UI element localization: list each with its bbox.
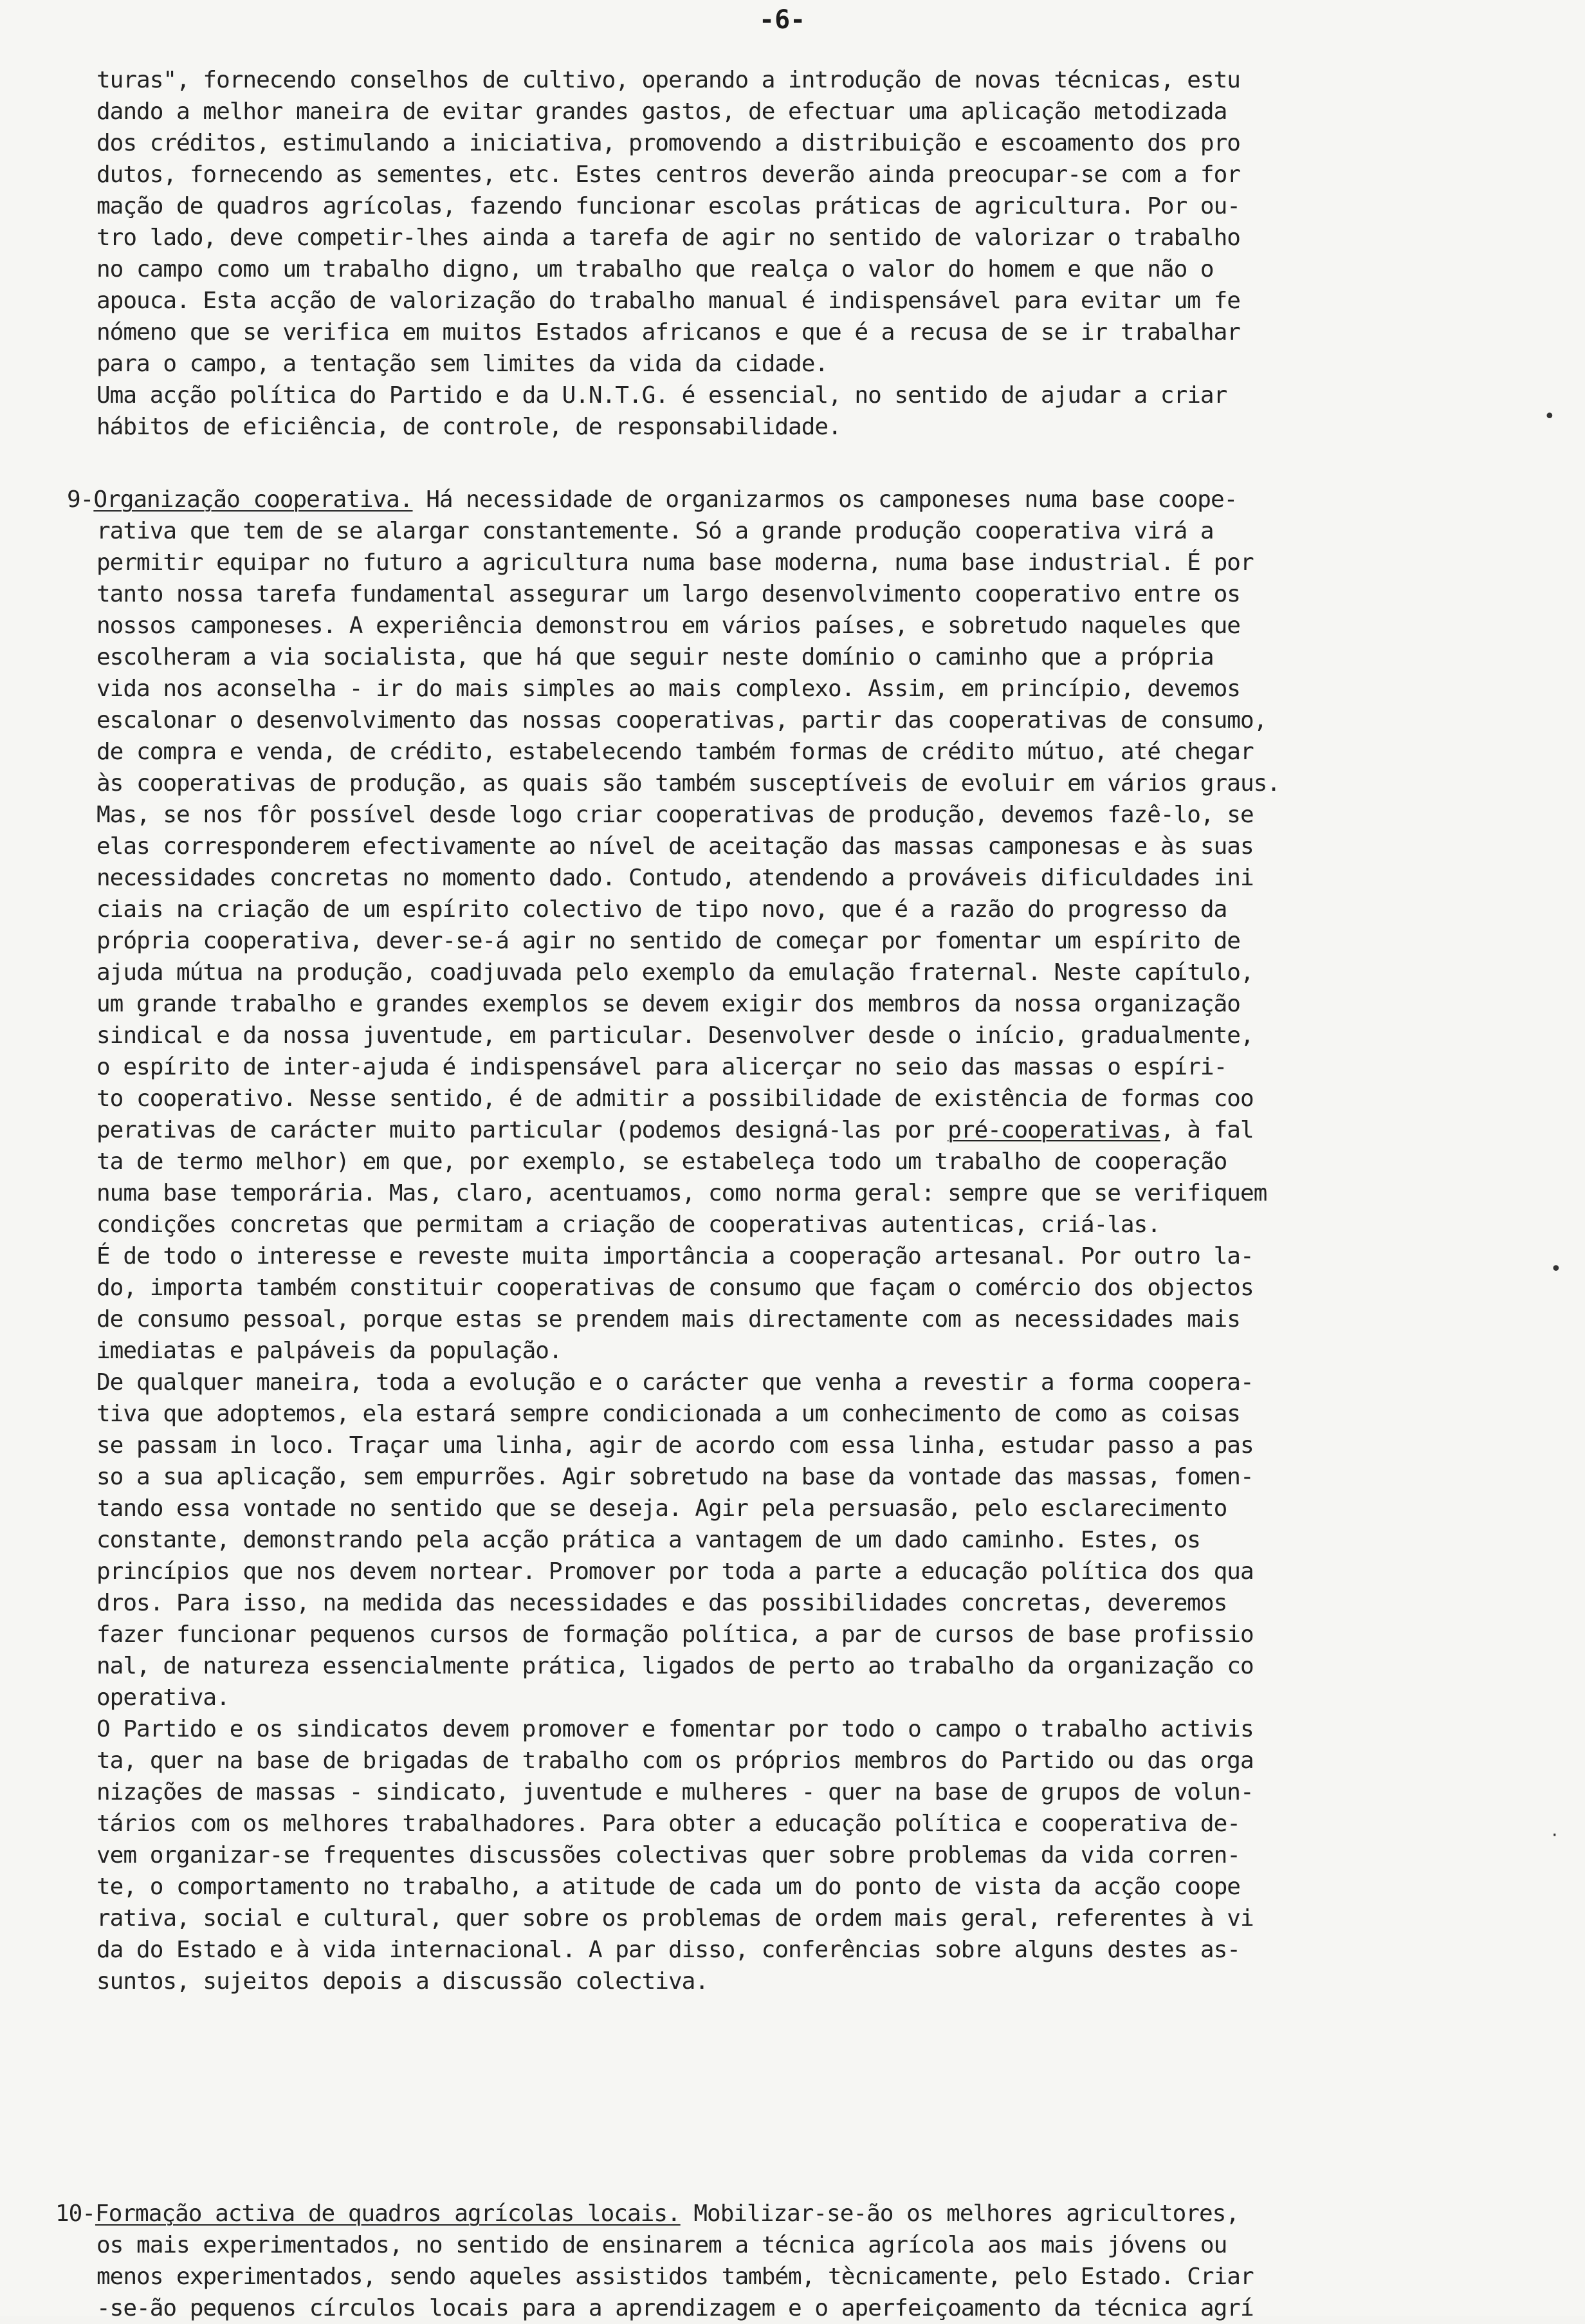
text-line: no campo como um trabalho digno, um trabalho que realça o valor do homem e que não o [96, 256, 1214, 282]
text-line: o espírito de inter-ajuda é indispensável para alicerçar no seio das massas o espíri- [96, 1054, 1227, 1080]
text-line: os mais experimentados, no sentido de ensinarem a técnica agrícola aos mais jóvens ou [96, 2232, 1227, 2258]
section-number: 9- [67, 486, 94, 513]
text-line: ajuda mútua na produção, coadjuvada pelo exemplo da emulação fraternal. Neste capítulo, [96, 959, 1254, 986]
section-9 [67, 484, 1460, 1997]
text-line: necessidades concretas no momento dado. Contudo, atendendo a prováveis dificuldades ini [96, 865, 1254, 891]
text-line: Mobilizar-se-ão os melhores agricultores, [680, 2200, 1239, 2227]
text-line: escalonar o desenvolvimento das nossas cooperativas, partir das cooperativas de consumo, [96, 707, 1267, 733]
text-line: às cooperativas de produção, as quais são também susceptíveis de evoluir em vários graus. [96, 770, 1280, 797]
text-line: permitir equipar no futuro a agricultura numa base moderna, numa base industrial. É por [96, 549, 1254, 576]
text-line: tários com os melhores trabalhadores. Para obter a educação política e cooperativa de- [96, 1811, 1240, 1837]
section-heading: Organização cooperativa. [93, 486, 413, 513]
text-line: se passam in loco. Traçar uma linha, agir de acordo com essa linha, estudar passo a pas [96, 1432, 1254, 1459]
section-10 [55, 2198, 1460, 2324]
text-line: condições concretas que permitam a criação de cooperativas autenticas, criá-las. [96, 1212, 1160, 1238]
section-heading: Formação activa de quadros agrícolas locais. [95, 2200, 681, 2227]
text-line: hábitos de eficiência, de controle, de responsabilidade. [96, 414, 841, 440]
text-line: rativa que tem de se alargar constantemente. Só a grande produção cooperativa virá a [96, 518, 1214, 544]
text-line: para o campo, a tentação sem limites da vida da cidade. [96, 351, 829, 377]
text-line: Há necessidade de organizarmos os camponeses numa base coope- [412, 486, 1238, 513]
text-line: ciais na criação de um espírito colectivo de tipo novo, que é a razão do progresso da [96, 896, 1227, 923]
text-line: nossos camponeses. A experiência demonstrou em vários países, e sobretudo naqueles que [96, 613, 1240, 639]
text-line: apouca. Esta acção de valorização do trabalho manual é indispensável para evitar um fe [96, 288, 1240, 314]
text-line: operativa. [96, 1684, 230, 1711]
text-line: do, importa também constituir cooperativas de consumo que façam o comércio dos objectos [96, 1275, 1254, 1301]
text-line: sindical e da nossa juventude, em particular. Desenvolver desde o início, gradualmente, [96, 1022, 1254, 1049]
page-number: -6- [759, 5, 806, 35]
underlined-term: pré-cooperativas [948, 1117, 1160, 1143]
text-line: nizações de massas - sindicato, juventude e mulheres - quer na base de grupos de volun- [96, 1779, 1254, 1805]
margin-mark: · [1552, 1824, 1558, 1847]
text-line: princípios que nos devem nortear. Promover por toda a parte a educação política dos qua [96, 1558, 1254, 1585]
text-line: so a sua aplicação, sem empurrões. Agir sobretudo na base da vontade das massas, fomen- [96, 1464, 1254, 1490]
text-line: tiva que adoptemos, ela estará sempre condicionada a um conhecimento de como as coisas [96, 1401, 1240, 1427]
text-line: própria cooperativa, dever-se-á agir no sentido de começar por fomentar um espírito de [96, 928, 1240, 954]
text-line: fazer funcionar pequenos cursos de formação política, a par de cursos de base profissio [96, 1621, 1254, 1648]
text-line: nal, de natureza essencialmente prática, ligados de perto ao trabalho da organização co [96, 1653, 1254, 1679]
text-line-part: , à fal [1160, 1117, 1254, 1143]
text-line: dando a melhor maneira de evitar grandes gastos, de efectuar uma aplicação metodizada [96, 98, 1227, 125]
text-line: to cooperativo. Nesse sentido, é de admitir a possibilidade de existência de formas coo [96, 1085, 1254, 1112]
text-line: te, o comportamento no trabalho, a atitude de cada um do ponto de vista da acção coope [96, 1874, 1240, 1900]
text-line: Mas, se nos fôr possível desde logo criar cooperativas de produção, devemos fazê-lo, se [96, 802, 1254, 828]
text-line: de compra e venda, de crédito, estabelecendo também formas de crédito mútuo, até chegar [96, 739, 1254, 765]
text-line: ta, quer na base de brigadas de trabalho com os próprios membros do Partido ou das orga [96, 1748, 1254, 1774]
section-9-heading-line [67, 484, 1460, 515]
text-line: da do Estado e à vida internacional. A par disso, conferências sobre alguns destes as- [96, 1937, 1240, 1963]
section-number: 10- [55, 2200, 96, 2227]
text-line: Uma acção política do Partido e da U.N.T.G. é essencial, no sentido de ajudar a criar [96, 382, 1227, 409]
text-line: suntos, sujeitos depois a discussão colectiva. [96, 1968, 708, 1995]
text-line: dros. Para isso, na medida das necessidades e das possibilidades concretas, deveremos [96, 1590, 1227, 1616]
text-line: numa base temporária. Mas, claro, acentuamos, como norma geral: sempre que se verifiquem [96, 1180, 1267, 1206]
text-line: vida nos aconselha - ir do mais simples ao mais complexo. Assim, em princípio, devemos [96, 676, 1240, 702]
text-line: O Partido e os sindicatos devem promover e fomentar por todo o campo o trabalho activis [96, 1716, 1254, 1742]
margin-mark: • [1550, 1258, 1562, 1280]
text-line: É de todo o interesse e reveste muita importância a cooperação artesanal. Por outro la- [96, 1243, 1254, 1269]
text-line: tanto nossa tarefa fundamental assegurar um largo desenvolvimento cooperativo entre os [96, 581, 1240, 607]
text-line: turas", fornecendo conselhos de cultivo, operando a introdução de novas técnicas, estu [96, 67, 1240, 93]
text-line: constante, demonstrando pela acção prática a vantagem de um dado caminho. Estes, os [96, 1527, 1200, 1553]
text-line [96, 1114, 1460, 1146]
section-10-heading-line [55, 2198, 1460, 2229]
text-line: vem organizar-se frequentes discussões colectivas quer sobre problemas da vida corren- [96, 1842, 1240, 1868]
text-line: rativa, social e cultural, quer sobre os problemas de ordem mais geral, referentes à vi [96, 1905, 1254, 1932]
margin-mark: • [1544, 405, 1555, 428]
text-line: tando essa vontade no sentido que se deseja. Agir pela persuasão, pelo esclarecimento [96, 1495, 1227, 1522]
paragraph-intro [96, 64, 1460, 443]
text-line: dutos, fornecendo as sementes, etc. Estes centros deverão ainda preocupar-se com a for [96, 161, 1240, 188]
text-line: menos experimentados, sendo aqueles assistidos também, tècnicamente, pelo Estado. Criar [96, 2264, 1254, 2290]
text-line: mação de quadros agrícolas, fazendo funcionar escolas práticas de agricultura. Por ou- [96, 193, 1240, 219]
text-line: elas corresponderem efectivamente ao nível de aceitação das massas camponesas e às suas [96, 833, 1254, 860]
text-line: escolheram a via socialista, que há que seguir neste domínio o caminho que a própria [96, 644, 1214, 670]
text-line: -se-ão pequenos círculos locais para a aprendizagem e o aperfeiçoamento da técnica agrí [96, 2295, 1254, 2321]
text-line-part: perativas de carácter muito particular (podemos designá-las por [96, 1117, 948, 1143]
text-line: tro lado, deve competir-lhes ainda a tarefa de agir no sentido de valorizar o trabalho [96, 225, 1240, 251]
text-line: De qualquer maneira, toda a evolução e o carácter que venha a revestir a forma coopera- [96, 1369, 1254, 1396]
text-line: dos créditos, estimulando a iniciativa, promovendo a distribuição e escoamento dos pro [96, 130, 1240, 156]
text-line: imediatas e palpáveis da população. [96, 1338, 562, 1364]
text-line: de consumo pessoal, porque estas se prendem mais directamente com as necessidades mais [96, 1306, 1240, 1333]
text-line: ta de termo melhor) em que, por exemplo, se estabeleça todo um trabalho de cooperação [96, 1148, 1227, 1175]
text-line: nómeno que se verifica em muitos Estados africanos e que é a recusa de se ir trabalhar [96, 319, 1240, 346]
text-line: um grande trabalho e grandes exemplos se devem exigir dos membros da nossa organização [96, 991, 1240, 1017]
